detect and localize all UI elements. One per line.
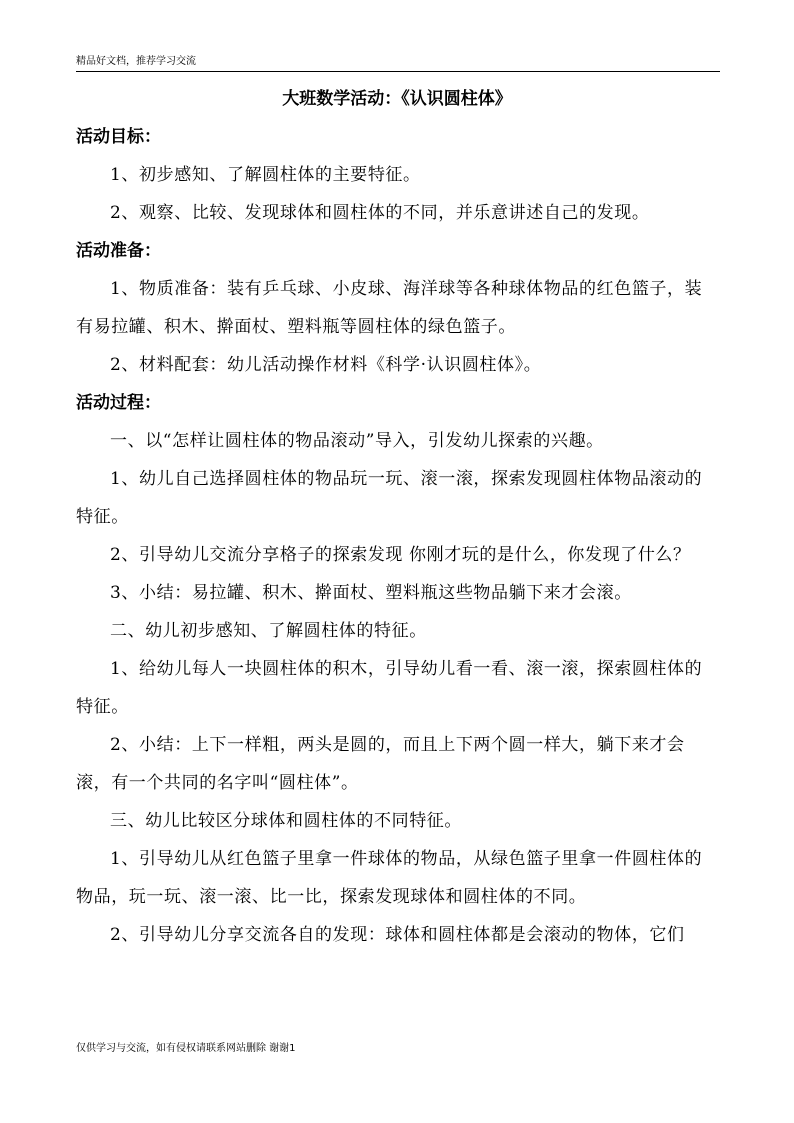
section-heading: 活动过程： <box>76 393 161 413</box>
paragraph: 2、材料配套：幼儿活动操作材料《科学·认识圆柱体》。 <box>110 355 542 375</box>
section-heading: 活动目标： <box>76 127 161 147</box>
section-preparation <box>76 232 718 384</box>
paragraph: 二、幼儿初步感知、了解圆柱体的特征。 <box>110 621 427 641</box>
paragraph: 1、初步感知、了解圆柱体的主要特征。 <box>110 165 421 185</box>
paragraph: 2、观察、比较、发现球体和圆柱体的不同，并乐意讲述自己的发现。 <box>110 203 650 223</box>
paragraph: 三、幼儿比较区分球体和圆柱体的不同特征。 <box>110 811 462 831</box>
section-heading: 活动准备： <box>76 241 161 261</box>
section-process <box>76 384 718 954</box>
header-note: 精品好文档，推荐学习交流 <box>76 56 196 67</box>
paragraph: 1、物质准备：装有乒乓球、小皮球、海洋球等各种球体物品的红色篮子，装有易拉罐、积木、擀面杖、塑料瓶等圆柱体的绿色篮子。 <box>76 279 703 337</box>
document-body <box>76 80 718 954</box>
paragraph: 3、小结：易拉罐、积木、擀面杖、塑料瓶这些物品躺下来才会滚。 <box>110 583 632 603</box>
document-title: 大班数学活动：《认识圆柱体》 <box>282 89 512 109</box>
paragraph: 2、引导幼儿分享交流各自的发现：球体和圆柱体都是会滚动的物体，它们 <box>110 925 685 945</box>
paragraph: 1、引导幼儿从红色篮子里拿一件球体的物品，从绿色篮子里拿一件圆柱体的物品，玩一玩、滚一滚、比一比，探索发现球体和圆柱体的不同。 <box>76 849 703 907</box>
paragraph: 1、幼儿自己选择圆柱体的物品玩一玩、滚一滚，探索发现圆柱体物品滚动的特征。 <box>76 469 703 527</box>
paragraph: 2、引导幼儿交流分享格子的探索发现 你刚才玩的是什么，你发现了什么？ <box>110 545 691 565</box>
section-objectives <box>76 118 718 232</box>
paragraph: 1、给幼儿每人一块圆柱体的积木，引导幼儿看一看、滚一滚，探索圆柱体的特征。 <box>76 659 703 717</box>
paragraph: 一、以“怎样让圆柱体的物品滚动”导入，引发幼儿探索的兴趣。 <box>110 431 604 451</box>
footer-note: 仅供学习与交流，如有侵权请联系网站删除 谢谢1 <box>76 1043 296 1054</box>
paragraph: 2、小结：上下一样粗，两头是圆的，而且上下两个圆一样大，躺下来才会滚，有一个共同的名字叫“圆柱体”。 <box>76 735 685 793</box>
header-divider <box>76 71 720 72</box>
